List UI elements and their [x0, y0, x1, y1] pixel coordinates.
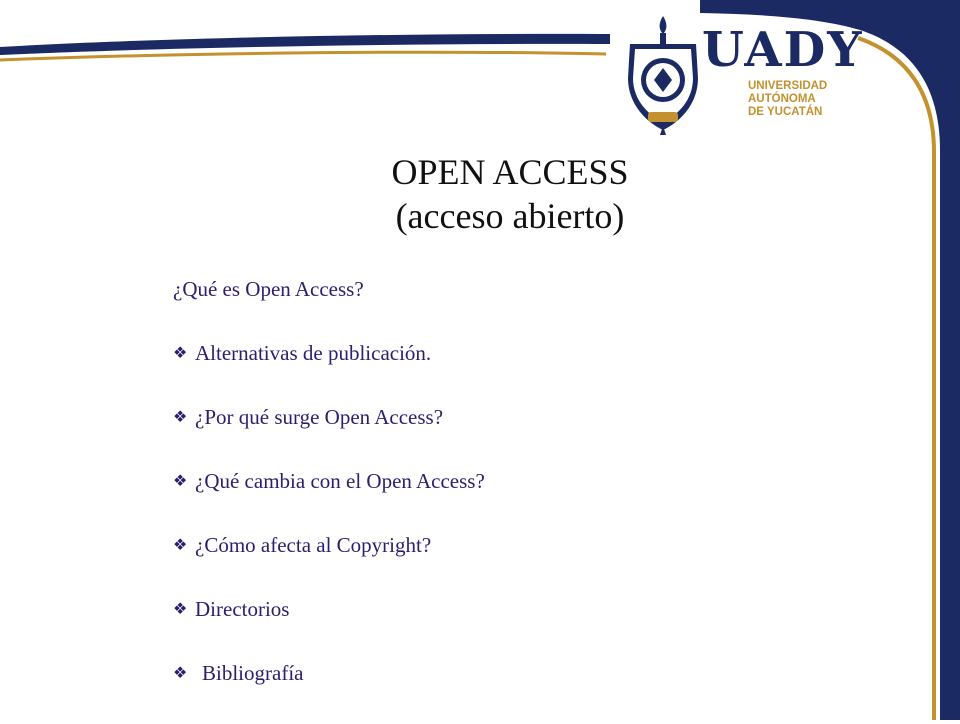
- list-item: [173, 532, 485, 596]
- list-item: [173, 340, 485, 404]
- gold-curve: [858, 38, 934, 720]
- agenda-list: [173, 276, 485, 724]
- logo-university-name: UNIVERSIDAD AUTÓNOMA DE YUCATÁN: [748, 80, 828, 118]
- list-item-text: Bibliografía: [202, 661, 304, 685]
- title-line-2: (acceso abierto): [395, 196, 625, 236]
- diamond-bullet-icon: ❖: [173, 599, 188, 618]
- diamond-bullet-icon: ❖: [173, 471, 188, 490]
- logo-wordmark: UADY: [702, 22, 864, 78]
- list-item: [173, 276, 485, 340]
- title-line-1: OPEN ACCESS: [391, 152, 629, 192]
- top-swoosh-gold: [0, 52, 606, 60]
- list-item-text: Alternativas de publicación.: [195, 341, 432, 365]
- diamond-bullet-icon: ❖: [173, 407, 188, 426]
- list-item-text: ¿Qué es Open Access?: [173, 277, 364, 301]
- diamond-bullet-icon: ❖: [173, 535, 188, 554]
- diamond-bullet-icon: ❖: [173, 663, 188, 682]
- list-item-text: ¿Por qué surge Open Access?: [195, 405, 444, 429]
- slide-title: [300, 150, 720, 238]
- list-item: [173, 404, 485, 468]
- uady-seal-icon: [618, 14, 708, 138]
- diamond-bullet-icon: ❖: [173, 343, 188, 362]
- list-item: [173, 468, 485, 532]
- list-item: [173, 596, 485, 660]
- list-item-text: ¿Qué cambia con el Open Access?: [195, 469, 485, 493]
- list-item-text: ¿Cómo afecta al Copyright?: [195, 533, 432, 557]
- list-item: [173, 660, 485, 724]
- list-item-text: Directorios: [195, 597, 290, 621]
